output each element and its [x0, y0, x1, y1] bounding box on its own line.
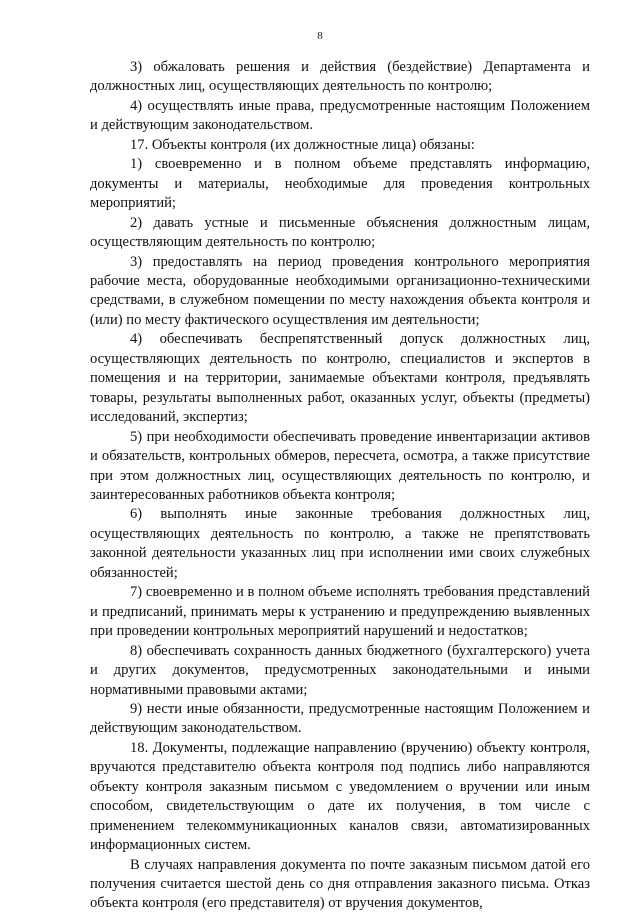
paragraph: 17. Объекты контроля (их должностные лица) обязаны: — [130, 136, 475, 153]
paragraph: 4) осуществлять иные права, предусмотренные настоящим Положением и действующим законодательством. — [90, 97, 590, 134]
paragraph: 5) при необходимости обеспечивать проведение инвентаризации активов и обязательств, контрольных обмеров, пересчета, осмотра, а также присутствие при этом должностных лиц, осуществляющих деятельность по контролю, и заинтересованных работников объекта контроля; — [90, 428, 590, 503]
paragraph: В случаях направления документа по почте заказным письмом датой его получения считается шестой день со дня отправления заказного письма. Отказ объекта контроля (его представителя) от вручения документов, — [90, 856, 590, 912]
paragraph: 8) обеспечивать сохранность данных бюджетного (бухгалтерского) учета и других документов, предусмотренных законодательными и иными нормативными правовыми актами; — [90, 642, 590, 698]
paragraph: 9) нести иные обязанности, предусмотренные настоящим Положением и действующим законодательством. — [90, 700, 590, 737]
document-body — [90, 58, 590, 914]
paragraph: 7) своевременно и в полном объеме исполнять требования представлений и предписаний, принимать меры к устранению и предупреждению выявленных при проведении контрольных мероприятий нарушений и недостатков; — [90, 584, 590, 640]
paragraph: 3) предоставлять на период проведения контрольного мероприятия рабочие места, оборудованные необходимыми организационно-техническими средствами, в служебном помещении по месту нахождения объекта контроля и (или) по месту фактического осуществления им деятельности; — [90, 253, 590, 328]
paragraph: 3) обжаловать решения и действия (бездействие) Департамента и должностных лиц, осуществляющих деятельность по контролю; — [90, 59, 590, 95]
page-number: 8 — [317, 30, 323, 42]
paragraph: 18. Документы, подлежащие направлению (вручению) объекту контроля, вручаются представителю объекта контроля под подпись либо направляются объекту контроля заказным письмом с уведомлением о вручении или иным способом, свидетельствующим о дате их получения, в том числе с применением телекоммуникационных каналов связи, автоматизированных информационных систем. — [90, 739, 590, 854]
paragraph: 6) выполнять иные законные требования должностных лиц, осуществляющих деятельность по контролю, а также не препятствовать законной деятельности указанных лиц при исполнении ими своих служебных обязанностей; — [90, 506, 590, 581]
paragraph: 4) обеспечивать беспрепятственный допуск должностных лиц, осуществляющих деятельность по контролю, специалистов и экспертов в помещения и на территории, занимаемые объектами контроля, предъявлять товары, результаты выполненных работ, оказанных услуг, объекты (предметы) исследований, экспертиз; — [90, 331, 590, 426]
paragraph: 2) давать устные и письменные объяснения должностным лицам, осуществляющим деятельность по контролю; — [90, 214, 590, 251]
paragraph: 1) своевременно и в полном объеме представлять информацию, документы и материалы, необходимые для проведения контрольных мероприятий; — [90, 156, 590, 212]
